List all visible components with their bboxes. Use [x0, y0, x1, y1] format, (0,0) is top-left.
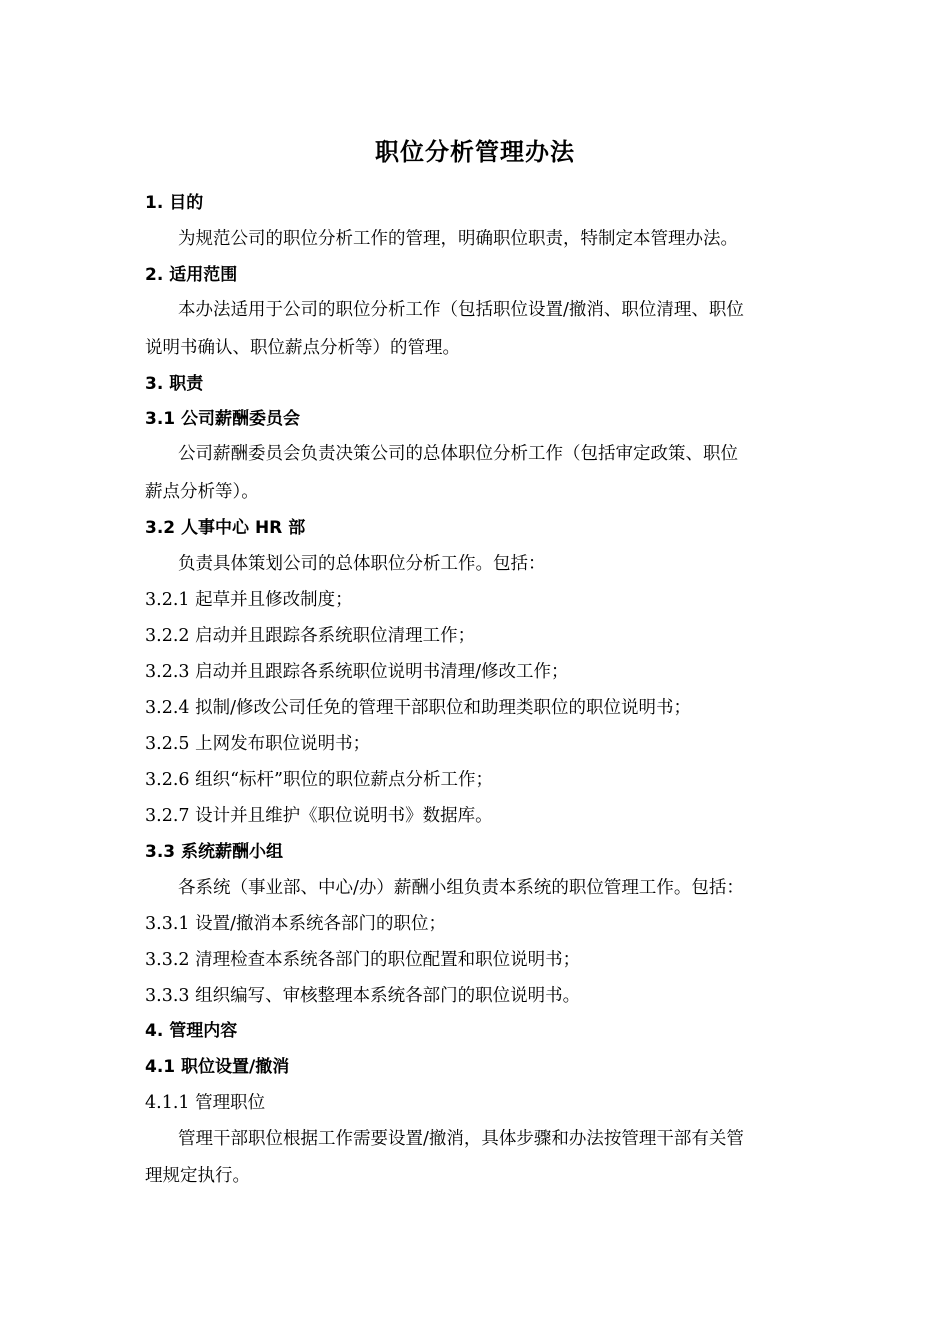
list-item: 3.3.1 设置/撤消本系统各部门的职位； [145, 914, 446, 934]
body-text: 管理干部职位根据工作需要设置/撤消，具体步骤和办法按管理干部有关管 [178, 1129, 744, 1149]
body-text: 薪点分析等）。 [145, 482, 259, 502]
list-item: 3.2.2 启动并且跟踪各系统职位清理工作； [145, 626, 476, 646]
list-item: 3.2.3 启动并且跟踪各系统职位说明书清理/修改工作； [145, 662, 569, 682]
body-text: 负责具体策划公司的总体职位分析工作。包括： [178, 554, 546, 574]
subsection-heading: 4.1 职位设置/撤消 [145, 1057, 290, 1077]
list-item: 3.2.7 设计并且维护《职位说明书》数据库。 [145, 806, 493, 826]
list-item: 3.2.1 起草并且修改制度； [145, 590, 353, 610]
body-text: 各系统（事业部、中心/办）薪酬小组负责本系统的职位管理工作。包括： [178, 878, 744, 898]
section-heading: 2. 适用范围 [145, 265, 238, 285]
body-text: 理规定执行。 [145, 1166, 250, 1186]
subsubsection-heading: 4.1.1 管理职位 [145, 1093, 266, 1113]
subsection-heading: 3.1 公司薪酬委员会 [145, 409, 301, 429]
list-item: 3.2.6 组织“标杆”职位的职位薪点分析工作； [145, 770, 493, 790]
subsection-heading: 3.2 人事中心 HR 部 [145, 518, 306, 538]
body-text: 为规范公司的职位分析工作的管理，明确职位职责，特制定本管理办法。 [178, 229, 738, 249]
list-item: 3.3.2 清理检查本系统各部门的职位配置和职位说明书； [145, 950, 581, 970]
list-item: 3.2.4 拟制/修改公司任免的管理干部职位和助理类职位的职位说明书； [145, 698, 691, 718]
list-item: 3.3.3 组织编写、审核整理本系统各部门的职位说明书。 [145, 986, 581, 1006]
document-title: 职位分析管理办法 [375, 138, 575, 166]
section-heading: 4. 管理内容 [145, 1021, 238, 1041]
body-text: 说明书确认、职位薪点分析等）的管理。 [145, 338, 460, 358]
list-item: 3.2.5 上网发布职位说明书； [145, 734, 371, 754]
body-text: 本办法适用于公司的职位分析工作（包括职位设置/撤消、职位清理、职位 [178, 300, 744, 320]
body-text: 公司薪酬委员会负责决策公司的总体职位分析工作（包括审定政策、职位 [178, 444, 738, 464]
section-heading: 3. 职责 [145, 374, 204, 394]
subsection-heading: 3.3 系统薪酬小组 [145, 842, 284, 862]
section-heading: 1. 目的 [145, 193, 204, 213]
